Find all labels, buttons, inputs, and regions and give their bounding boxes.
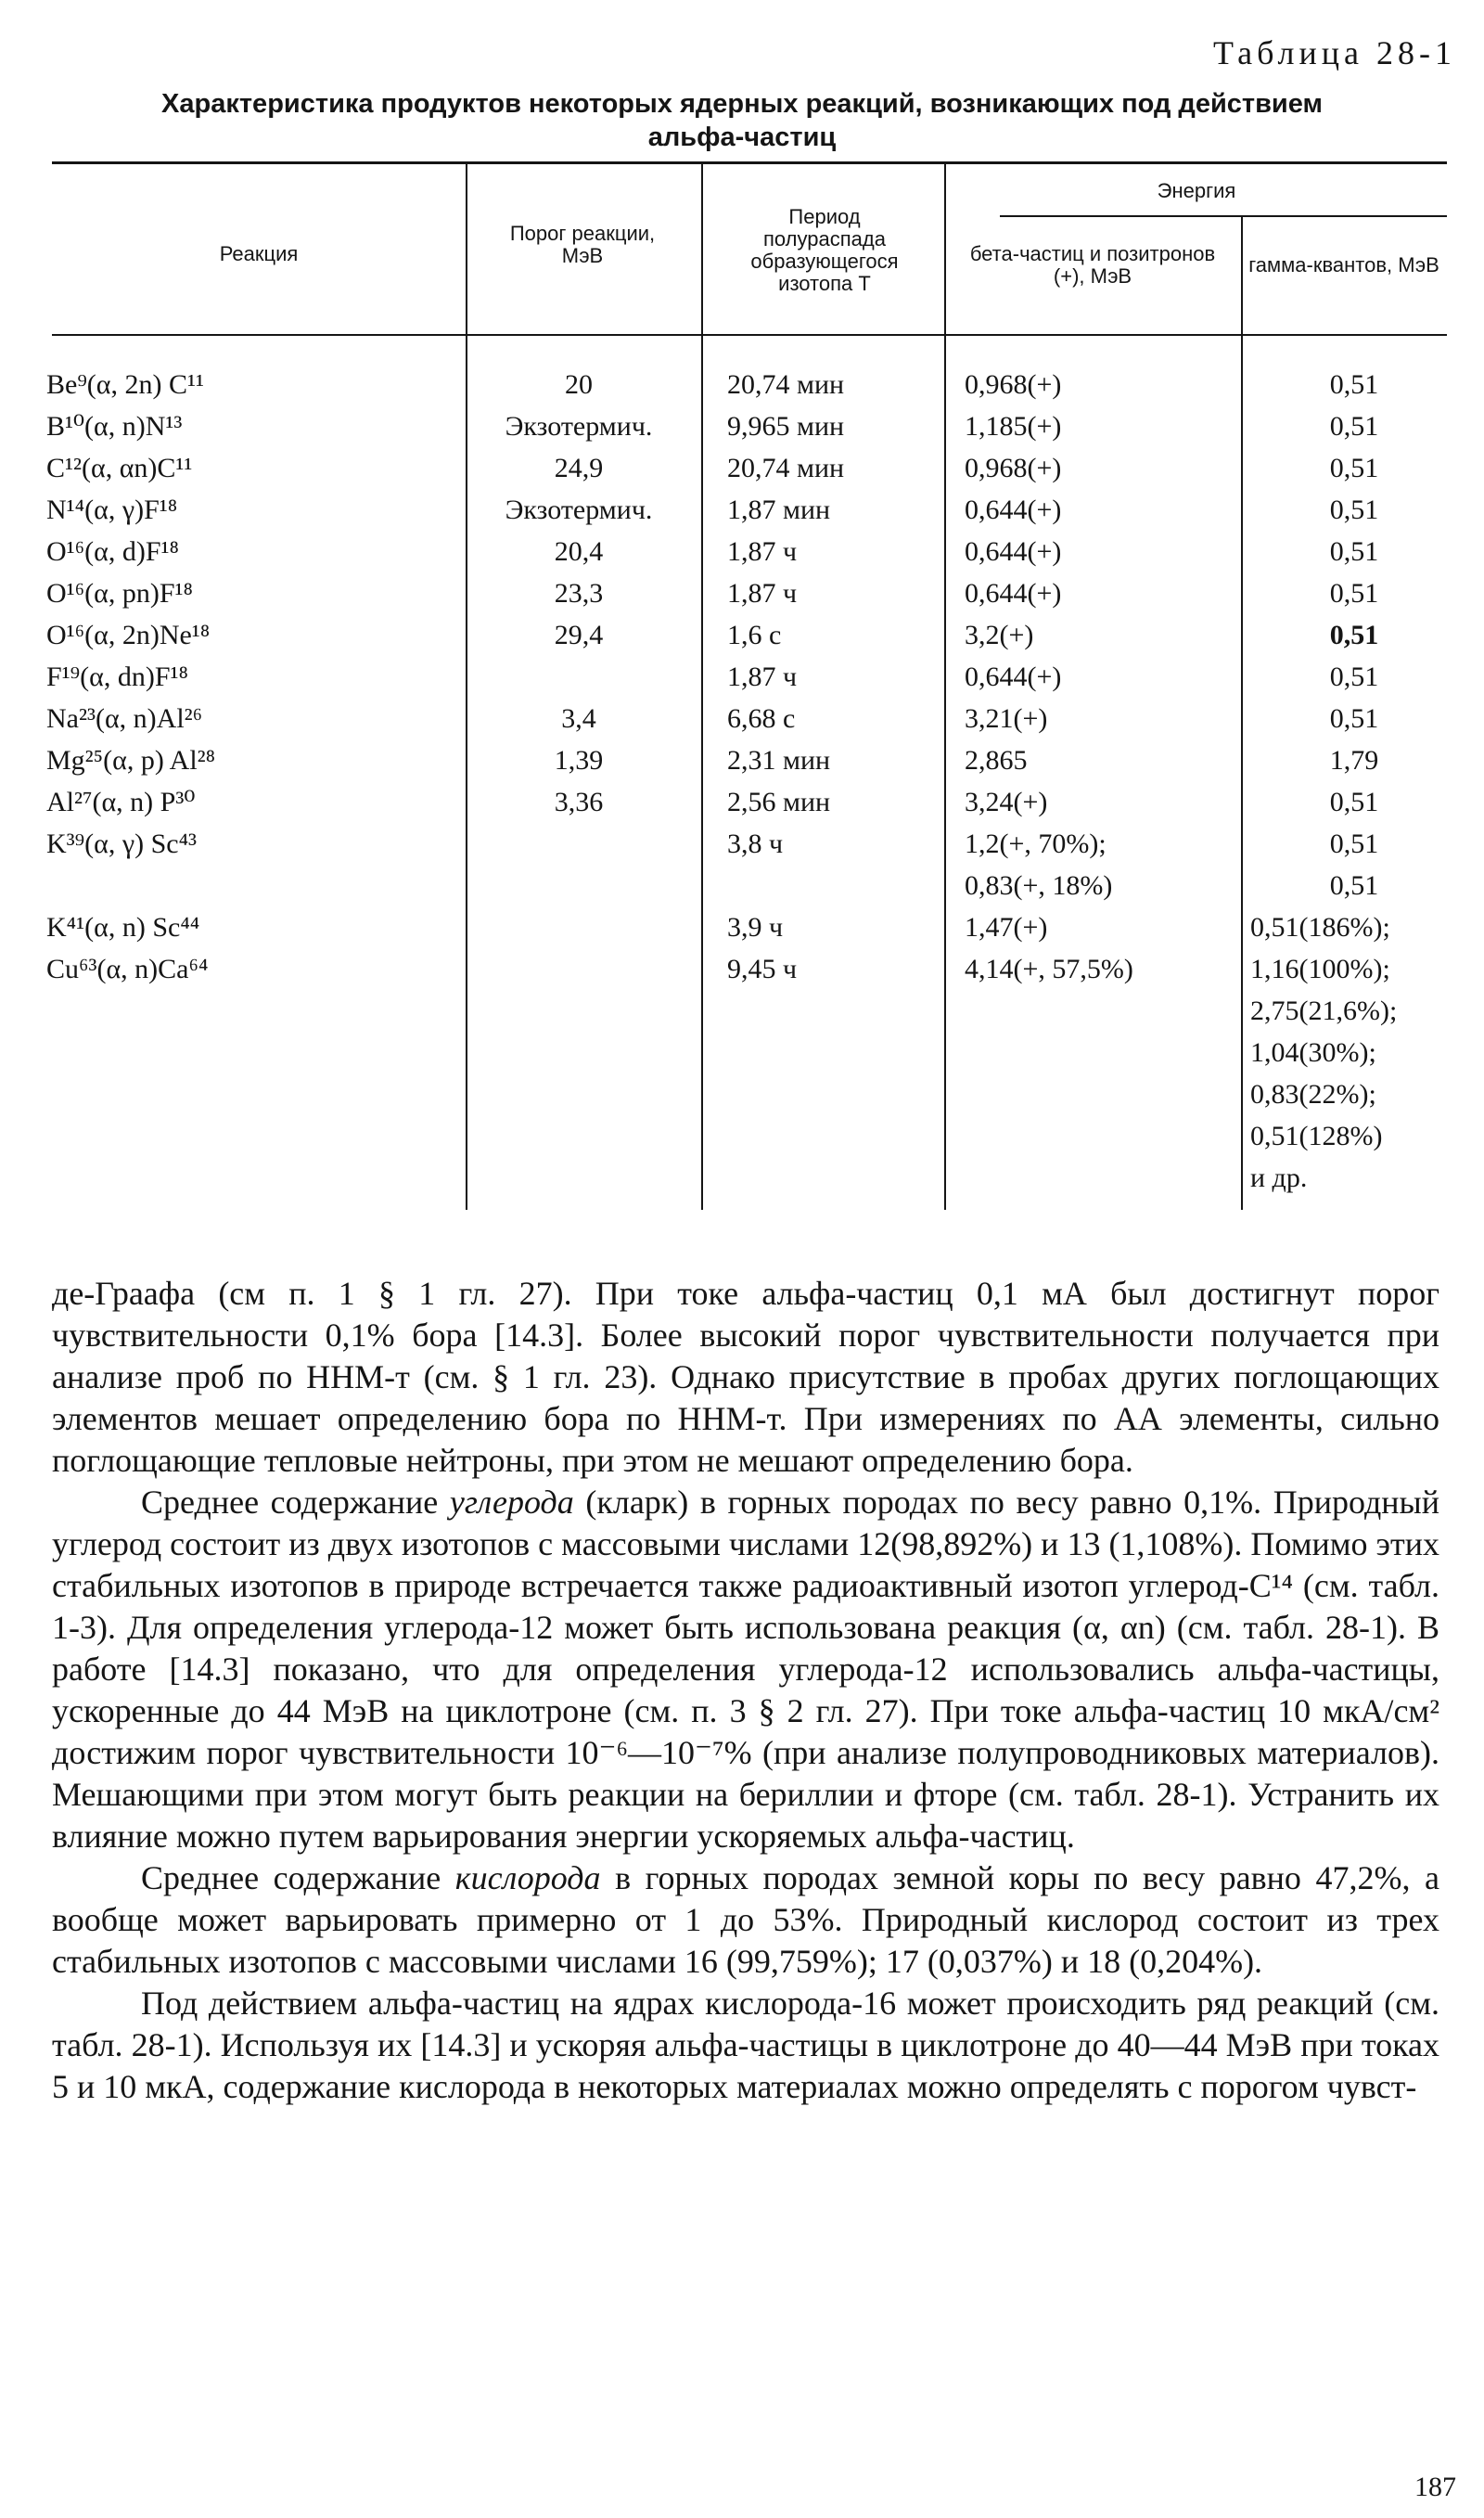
cell-reaction: O¹⁶(α, 2n)Ne¹⁸ (46, 620, 211, 650)
header-beta: бета-частиц и позитронов (+), МэВ (969, 242, 1216, 288)
cell-threshold: 3,4 (561, 703, 596, 734)
cell-gamma: 1,79 (1329, 745, 1379, 776)
cell-gamma: 0,51 (1329, 453, 1379, 483)
table-row (0, 865, 1484, 906)
cell-half-life: 2,31 мин (727, 745, 831, 776)
cell-beta: 1,185(+) (965, 411, 1062, 442)
table-row-continuation (0, 1073, 1484, 1115)
cell-reaction: Al²⁷(α, n) P³⁰ (46, 787, 196, 817)
table-row (0, 948, 1484, 990)
cell-beta: 2,865 (965, 745, 1028, 776)
cell-threshold: 1,39 (554, 745, 604, 776)
table-row-continuation (0, 1157, 1484, 1199)
table-row (0, 614, 1484, 656)
cell-gamma: 0,51 (1329, 662, 1379, 692)
paragraph: де-Граафа (см п. 1 § 1 гл. 27). При токе альфа-частиц 0,1 мА был достигнут порог чувствительности 0,1% бора [14.3]. Более высокий порог чувствительности получается при анализе проб по ННМ-т (см. § 1 гл. 23). Однако присутствие в пробах других поглощающих элементов мешает определению бора по ННМ-т. При измерениях по АА элементы, сильно поглощающие тепловые нейтроны, при этом не мешают определению бора. (52, 1275, 1439, 1479)
cell-threshold: 24,9 (554, 453, 604, 483)
table-number: Таблица 28-1 (1213, 34, 1456, 71)
cell-beta: 0,644(+) (965, 662, 1062, 692)
table-row (0, 405, 1484, 447)
cell-beta: 0,644(+) (965, 536, 1062, 567)
body-text (52, 1273, 1439, 2108)
cell-beta: 3,24(+) (965, 787, 1048, 817)
cell-gamma: 0,51 (1329, 620, 1379, 650)
cell-beta: 3,2(+) (965, 620, 1034, 650)
header-energy: Энергия (1157, 179, 1236, 202)
paragraph: Среднее содержание кислорода в горных породах земной коры по весу равно 47,2%, а вообще может варьировать примерно от 1 до 53%. Природный кислород состоит из трех стабильных изотопов с массовыми числами 16 (99,759%); 17 (0,037%) и 18 (0,204%). (52, 1859, 1439, 1980)
table-row-continuation (0, 1115, 1484, 1157)
header-gamma: гамма-квантов, МэВ (1248, 253, 1439, 276)
cell-half-life: 1,87 мин (727, 495, 831, 525)
cell-beta: 3,21(+) (965, 703, 1048, 734)
table-row (0, 906, 1484, 948)
cell-half-life: 1,87 ч (727, 536, 798, 567)
cell-reaction: Be⁹(α, 2n) C¹¹ (46, 369, 204, 400)
cell-gamma: 2,75(21,6%); (1250, 996, 1398, 1026)
cell-reaction: O¹⁶(α, d)F¹⁸ (46, 536, 179, 567)
cell-gamma: 0,51 (1329, 870, 1379, 901)
cell-half-life: 1,6 с (727, 620, 782, 650)
cell-half-life: 3,9 ч (727, 912, 784, 943)
cell-gamma: 0,51 (1329, 703, 1379, 734)
table-row (0, 739, 1484, 781)
table-row (0, 572, 1484, 614)
paragraph: Под действием альфа-частиц на ядрах кислорода-16 может происходить ряд реакций (см. табл. 28-1). Используя их [14.3] и ускоряя альфа-частицы в циклотроне до 40—44 МэВ при токах 5 и 10 мкА, содержание кислорода в некоторых материалах можно определять с порогом чувст- (52, 1985, 1439, 2105)
cell-half-life: 1,87 ч (727, 662, 798, 692)
cell-reaction: Na²³(α, n)Al²⁶ (46, 703, 203, 734)
table-row (0, 698, 1484, 739)
emphasis: кислорода (454, 1859, 601, 1896)
cell-reaction: B¹⁰(α, n)N¹³ (46, 411, 183, 442)
reaction-table (0, 0, 1484, 1225)
cell-gamma: 0,51 (1329, 578, 1379, 609)
table-row-continuation (0, 990, 1484, 1032)
cell-reaction: K³⁹(α, γ) Sc⁴³ (46, 829, 198, 859)
cell-half-life: 6,68 с (727, 703, 796, 734)
cell-beta: 0,968(+) (965, 453, 1062, 483)
cell-gamma: и др. (1250, 1163, 1308, 1193)
cell-gamma: 0,51 (1329, 369, 1379, 400)
table-row-continuation (0, 1032, 1484, 1073)
cell-gamma: 0,51 (1329, 829, 1379, 859)
cell-threshold: 20 (565, 369, 593, 400)
table-row (0, 489, 1484, 531)
cell-gamma: 0,51 (1329, 787, 1379, 817)
cell-threshold: 3,36 (554, 787, 604, 817)
cell-beta: 1,47(+) (965, 912, 1048, 943)
cell-threshold: 29,4 (554, 620, 604, 650)
cell-beta: 4,14(+, 57,5%) (965, 954, 1133, 984)
table-row (0, 364, 1484, 405)
cell-beta: 0,644(+) (965, 578, 1062, 609)
cell-half-life: 20,74 мин (727, 453, 845, 483)
cell-reaction: F¹⁹(α, dn)F¹⁸ (46, 662, 188, 692)
page-number: 187 (1414, 2472, 1456, 2502)
emphasis: углерода (449, 1484, 574, 1521)
table-header-rule (52, 334, 1447, 336)
cell-beta: 1,2(+, 70%); (965, 829, 1107, 859)
cell-half-life: 1,87 ч (727, 578, 798, 609)
header-threshold: Порог реакции, МэВ (509, 222, 656, 267)
cell-half-life: 20,74 мин (727, 369, 845, 400)
cell-half-life: 9,45 ч (727, 954, 798, 984)
cell-gamma: 0,51(128%) (1250, 1121, 1383, 1151)
cell-half-life: 3,8 ч (727, 829, 784, 859)
cell-threshold: Экзотермич. (505, 495, 653, 525)
table-row (0, 531, 1484, 572)
cell-threshold: 23,3 (554, 578, 604, 609)
paragraph: Среднее содержание углерода (кларк) в горных породах по весу равно 0,1%. Природный углерод состоит из двух изотопов с массовыми числами 12(98,892%) и 13 (1,108%). Помимо этих стабильных изотопов в природе встречается также радиоактивный изотоп углерод-C¹⁴ (см. табл. 1-3). Для определения углерода-12 может быть использована реакция (α, αn) (см. табл. 28-1). В работе [14.3] показано, что для определения углерода-12 использовались альфа-частицы, ускоренные до 44 МэВ на циклотроне (см. п. 3 § 2 гл. 27). При токе альфа-частиц 10 мкА/см² достижим порог чувствительности 10⁻⁶—10⁻⁷% (при анализе полупроводниковых материалов). Мешающими при этом могут быть реакции на бериллии и фторе (см. табл. 28-1). Устранить их влияние можно путем варьирования энергии ускоряемых альфа-частиц. (52, 1484, 1440, 1855)
cell-gamma: 0,83(22%); (1250, 1079, 1376, 1110)
table-row (0, 823, 1484, 865)
cell-reaction: K⁴¹(α, n) Sc⁴⁴ (46, 912, 200, 943)
cell-threshold: 20,4 (554, 536, 604, 567)
cell-half-life: 2,56 мин (727, 787, 831, 817)
cell-gamma: 1,04(30%); (1250, 1037, 1376, 1068)
cell-gamma: 0,51(186%); (1250, 912, 1390, 943)
cell-reaction: Cu⁶³(α, n)Ca⁶⁴ (46, 954, 209, 984)
cell-reaction: Mg²⁵(α, p) Al²⁸ (46, 745, 216, 776)
cell-reaction: N¹⁴(α, γ)F¹⁸ (46, 495, 178, 525)
caption-line-1: Характеристика продуктов некоторых ядерных реакций, возникающих под действием (161, 89, 1323, 119)
caption-line-2: альфа-частиц (647, 122, 837, 152)
cell-reaction: C¹²(α, αn)C¹¹ (46, 453, 193, 483)
cell-gamma: 0,51 (1329, 536, 1379, 567)
table-row (0, 656, 1484, 698)
cell-reaction: O¹⁶(α, pn)F¹⁸ (46, 578, 193, 609)
cell-half-life: 9,965 мин (727, 411, 845, 442)
cell-gamma: 1,16(100%); (1250, 954, 1390, 984)
table-top-rule (52, 161, 1447, 164)
cell-beta: 0,83(+, 18%) (965, 870, 1113, 901)
cell-gamma: 0,51 (1329, 411, 1379, 442)
cell-beta: 0,968(+) (965, 369, 1062, 400)
header-half-life: Период полураспада образующегося изотопа T (750, 205, 899, 295)
cell-beta: 0,644(+) (965, 495, 1062, 525)
header-reaction: Реакция (219, 242, 299, 265)
cell-threshold: Экзотермич. (505, 411, 653, 442)
table-energy-rule (1000, 215, 1447, 217)
table-row (0, 781, 1484, 823)
cell-gamma: 0,51 (1329, 495, 1379, 525)
table-row (0, 447, 1484, 489)
